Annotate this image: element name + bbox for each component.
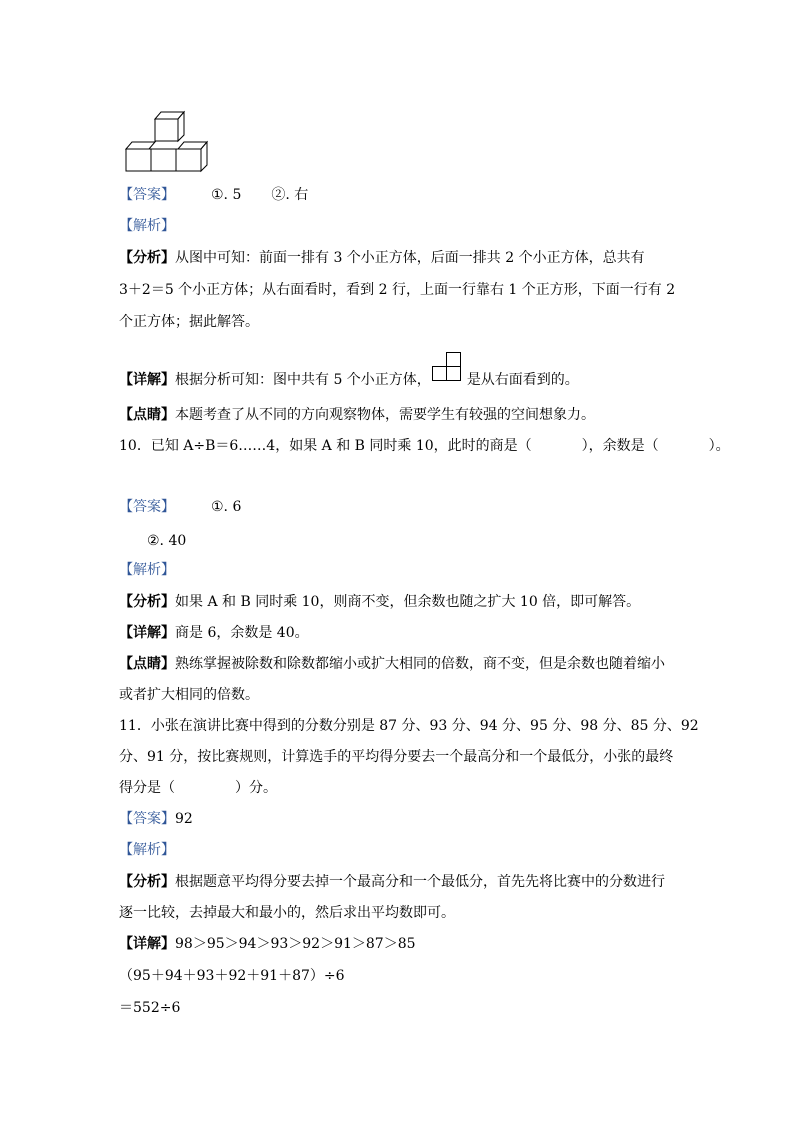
q10-xiangjie-tag: 【详解】 <box>119 625 175 641</box>
q11-analysis-tag: 【解析】 <box>119 842 175 858</box>
q11-answer-line <box>119 809 193 829</box>
right-view-figure <box>432 352 462 382</box>
q10-answer-1: ①. 6 <box>211 499 242 515</box>
q9-answer-2: ②. 右 <box>271 187 309 203</box>
q9-xiangjie-line <box>119 370 579 390</box>
q10-analysis-tag: 【解析】 <box>119 562 175 578</box>
q10-xiangjie-text: 商是 6，余数是 40。 <box>175 625 309 641</box>
q10-answer-2: ②. 40 <box>147 533 187 549</box>
q11-xiangjie-line3: ＝552÷6 <box>119 1000 181 1016</box>
q9-dianjing-line <box>119 405 595 425</box>
q9-fenxi-line3: 个正方体；据此解答。 <box>119 314 259 330</box>
q9-fenxi-line1 <box>119 248 645 268</box>
q11-fenxi-text1: 根据题意平均得分要去掉一个最高分和一个最低分，首先先将比赛中的分数进行 <box>175 874 665 890</box>
q10-question <box>119 436 730 456</box>
q10-dianjing-line1 <box>119 654 665 674</box>
q9-fenxi-line2: 3＋2＝5 个小正方体；从右面看时，看到 2 行，上面一行靠右 1 个正方形，下面一行有 2 <box>119 282 676 298</box>
q11-xiangjie-line2: （95＋94＋93＋92＋91＋87）÷6 <box>119 968 345 984</box>
q9-dianjing-tag: 【点睛】 <box>119 407 175 423</box>
q10-fenxi-line <box>119 592 640 612</box>
q9-fenxi-text1: 从图中可知：前面一排有 3 个小正方体，后面一排共 2 个小正方体，总共有 <box>175 250 645 266</box>
q10-fenxi-tag: 【分析】 <box>119 594 175 610</box>
q11-fenxi-tag: 【分析】 <box>119 874 175 890</box>
q10-xiangjie-line <box>119 623 309 643</box>
q9-analysis-tag: 【解析】 <box>119 218 175 234</box>
q9-xiangjie-post: 是从右面看到的。 <box>466 372 579 388</box>
q10-answer-tag: 【答案】 <box>119 499 175 515</box>
q11-xiangjie-text1: 98＞95＞94＞93＞92＞91＞87＞85 <box>175 936 416 952</box>
q11-fenxi-line1 <box>119 872 665 892</box>
q9-xiangjie-pre: 根据分析可知：图中共有 5 个小正方体， <box>175 372 431 388</box>
q11-question-line3-pre: 得分是（ <box>119 780 175 796</box>
q10-question-post: ）。 <box>708 438 730 454</box>
q10-fenxi-text: 如果 A 和 B 同时乘 10，则商不变，但余数也随之扩大 10 倍，即可解答。 <box>175 594 641 610</box>
q9-fenxi-tag: 【分析】 <box>119 250 175 266</box>
q11-question-line3-post: ）分。 <box>235 780 277 796</box>
q9-answer-tag: 【答案】 <box>119 187 175 203</box>
q10-dianjing-text1: 熟练掌握被除数和除数都缩小或扩大相同的倍数，商不变，但是余数也随着缩小 <box>175 656 665 672</box>
q11-fenxi-line2: 逐一比较，去掉最大和最小的，然后求出平均数即可。 <box>119 905 455 921</box>
q11-xiangjie-line1 <box>119 934 416 954</box>
q10-dianjing-line2: 或者扩大相同的倍数。 <box>119 687 259 703</box>
q11-xiangjie-tag: 【详解】 <box>119 936 175 952</box>
q11-answer: 92 <box>175 811 193 827</box>
q11-question-line1: 11．小张在演讲比赛中得到的分数分别是 87 分、93 分、94 分、95 分、98 分、85 分、92 <box>119 718 699 734</box>
q9-answer-1: ①. 5 <box>211 187 242 203</box>
q11-question-line3 <box>119 778 277 798</box>
q10-answer-line <box>119 497 241 517</box>
q10-question-mid: ），余数是（ <box>581 438 659 454</box>
q11-answer-tag: 【答案】 <box>119 811 175 827</box>
q10-dianjing-tag: 【点睛】 <box>119 656 175 672</box>
q9-xiangjie-tag: 【详解】 <box>119 372 175 388</box>
q9-dianjing-text: 本题考查了从不同的方向观察物体，需要学生有较强的空间想象力。 <box>175 407 595 423</box>
q10-question-pre: 10．已知 A÷B＝6……4，如果 A 和 B 同时乘 10，此时的商是（ <box>119 438 532 454</box>
q11-question-line2: 分、91 分，按比赛规则，计算选手的平均得分要去一个最高分和一个最低分，小张的最终 <box>119 749 674 765</box>
q9-answer-line <box>119 185 308 205</box>
cube-stack-figure <box>124 108 208 174</box>
